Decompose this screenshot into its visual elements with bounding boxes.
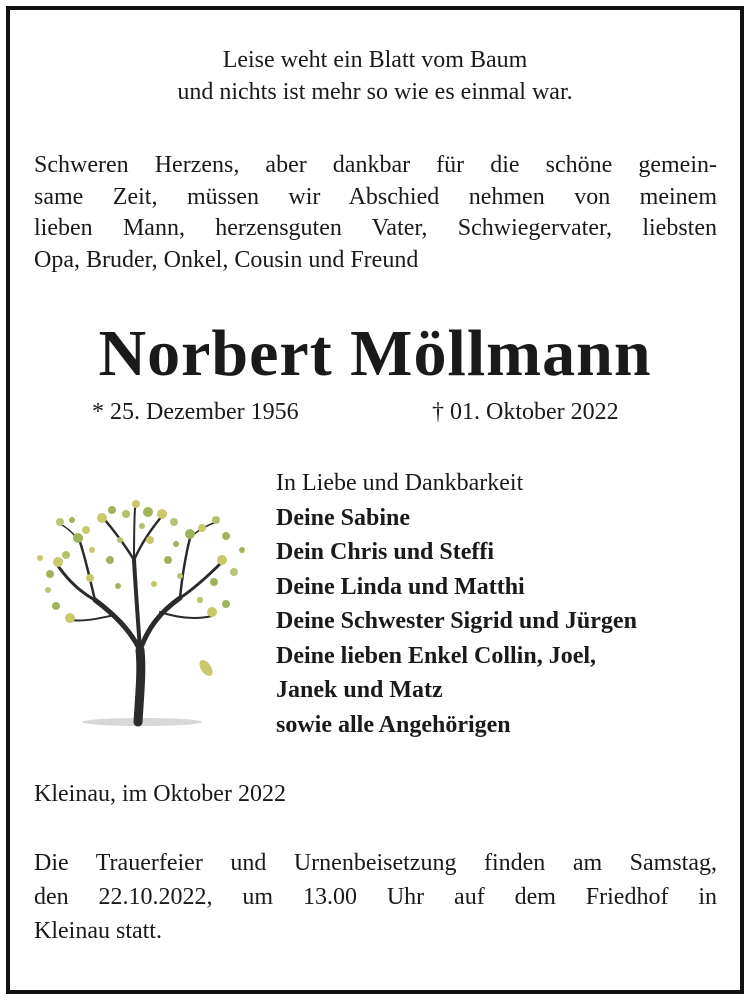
poem <box>0 44 750 108</box>
death-date: † 01. Oktober 2022 <box>432 399 619 425</box>
tree-branches <box>58 508 222 722</box>
mourner-name: Deine Schwester Sigrid und Jürgen <box>276 608 637 634</box>
intro-text <box>34 150 717 276</box>
intro-line-2: same Zeit, müssen wir Abschied nehmen von meinem <box>34 183 717 210</box>
intro-line-3: lieben Mann, herzensguten Vater, Schwiegervater, liebsten <box>34 215 717 241</box>
poem-line-2: und nichts ist mehr so wie es einmal war. <box>177 79 573 105</box>
falling-leaf <box>197 658 216 678</box>
deceased-name: Norbert Möllmann <box>98 317 652 390</box>
mourner-name: Deine lieben Enkel Collin, Joel, <box>276 642 597 669</box>
place-date: Kleinau, im Oktober 2022 <box>34 781 286 807</box>
poem-line-1: Leise weht ein Blatt vom Baum <box>222 47 528 73</box>
mourners-intro: In Liebe und Dankbarkeit <box>276 470 524 496</box>
mourners-list <box>276 466 637 742</box>
ceremony-text <box>34 846 717 948</box>
ceremony-line-3: Kleinau statt. <box>34 918 162 944</box>
mourner-name: sowie alle Angehörigen <box>276 711 511 738</box>
intro-line-1: Schweren Herzens, aber dankbar für die schöne gemein- <box>34 152 717 178</box>
ceremony-line-2: den 22.10.2022, um 13.00 Uhr auf dem Friedhof in <box>34 884 717 910</box>
intro-line-4: Opa, Bruder, Onkel, Cousin und Freund <box>34 246 419 273</box>
mourner-name: Deine Sabine <box>276 504 411 531</box>
ceremony-line-1: Die Trauerfeier und Urnenbeisetzung finden am Samstag, <box>34 850 717 876</box>
birth-date: * 25. Dezember 1956 <box>92 399 299 425</box>
mourner-name: Dein Chris und Steffi <box>276 539 495 565</box>
mourner-name: Janek und Matz <box>276 677 443 703</box>
mourner-name: Deine Linda und Matthi <box>276 573 525 600</box>
tree-illustration <box>30 500 250 730</box>
